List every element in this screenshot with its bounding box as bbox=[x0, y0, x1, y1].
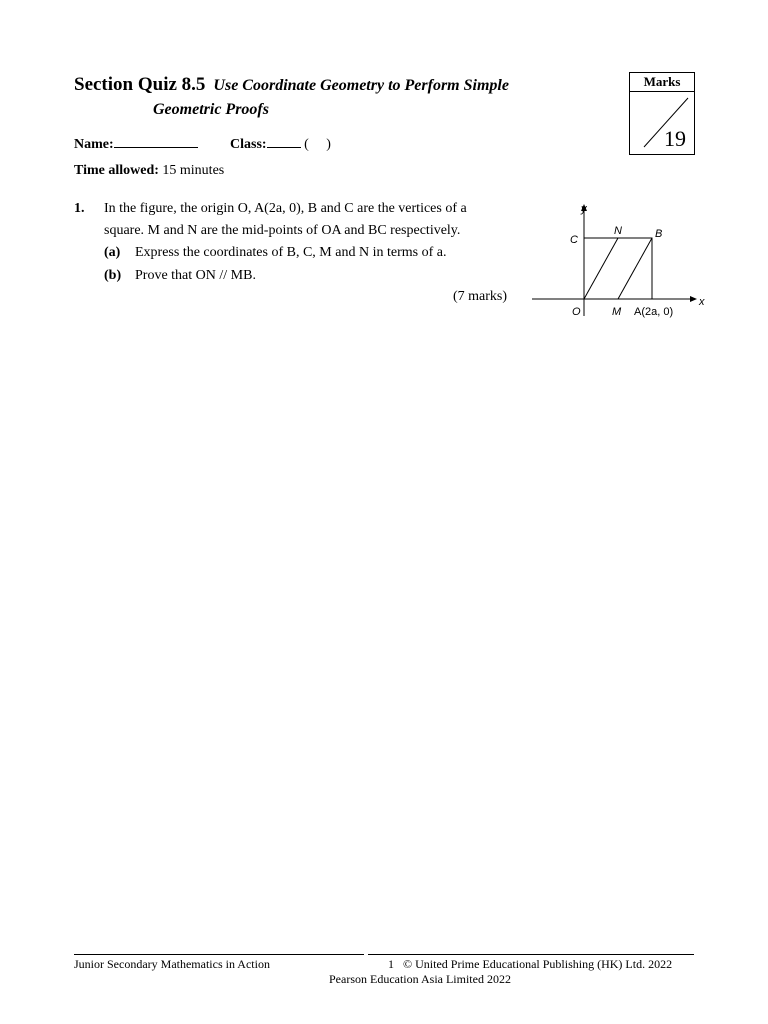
question-number: 1. bbox=[74, 201, 85, 216]
label-M: M bbox=[612, 306, 622, 318]
question-line-2: square. M and N are the mid-points of OA and BC respectively. bbox=[104, 223, 461, 238]
class-blank[interactable] bbox=[267, 135, 301, 148]
question-marks: (7 marks) bbox=[453, 289, 508, 304]
label-C: C bbox=[570, 234, 578, 246]
marks-total: 19 bbox=[664, 126, 686, 151]
part-a-text: Express the coordinates of B, C, M and N in terms of a. bbox=[135, 245, 447, 260]
label-A: A(2a, 0) bbox=[634, 306, 674, 318]
part-b-label: (b) bbox=[104, 268, 122, 283]
question-line-1: In the figure, the origin O, A(2a, 0), B and C are the vertices of a bbox=[104, 201, 467, 216]
x-axis-arrow-icon bbox=[690, 296, 697, 302]
time-allowed bbox=[74, 163, 224, 179]
square-figure bbox=[528, 198, 708, 323]
name-blank[interactable] bbox=[114, 135, 198, 148]
label-B: B bbox=[655, 228, 663, 240]
part-b-text: Prove that ON // MB. bbox=[135, 268, 256, 283]
class-label: Class: bbox=[230, 137, 267, 152]
segment-MB bbox=[618, 238, 652, 299]
footer-copyright-2: Pearson Education Asia Limited 2022 bbox=[329, 972, 511, 986]
name-field[interactable] bbox=[74, 135, 198, 153]
section-title-line1: Use Coordinate Geometry to Perform Simple bbox=[213, 77, 509, 94]
footer-divider-right bbox=[368, 954, 694, 955]
footer-copyright: 1 © United Prime Educational Publishing (HK) Ltd. 2022 bbox=[388, 957, 673, 971]
footer-divider-left bbox=[74, 954, 364, 955]
time-value: 15 minutes bbox=[162, 163, 225, 178]
square-OABC bbox=[584, 238, 652, 299]
section-number: Section Quiz 8.5 bbox=[74, 74, 206, 95]
class-number-paren: ( ) bbox=[304, 137, 331, 152]
part-a-label: (a) bbox=[104, 245, 121, 260]
segment-ON bbox=[584, 238, 618, 299]
footer-book-title: Junior Secondary Mathematics in Action bbox=[74, 957, 270, 971]
page-title bbox=[74, 74, 509, 96]
label-O: O bbox=[572, 306, 581, 318]
label-x: x bbox=[699, 296, 705, 308]
marks-box bbox=[629, 72, 695, 155]
label-N: N bbox=[614, 225, 622, 237]
marks-label: Marks bbox=[630, 73, 694, 92]
time-label: Time allowed: bbox=[74, 163, 159, 178]
section-title-line2: Geometric Proofs bbox=[153, 101, 269, 118]
label-y: y bbox=[581, 203, 587, 215]
name-label: Name: bbox=[74, 137, 114, 152]
class-field[interactable] bbox=[230, 135, 331, 153]
